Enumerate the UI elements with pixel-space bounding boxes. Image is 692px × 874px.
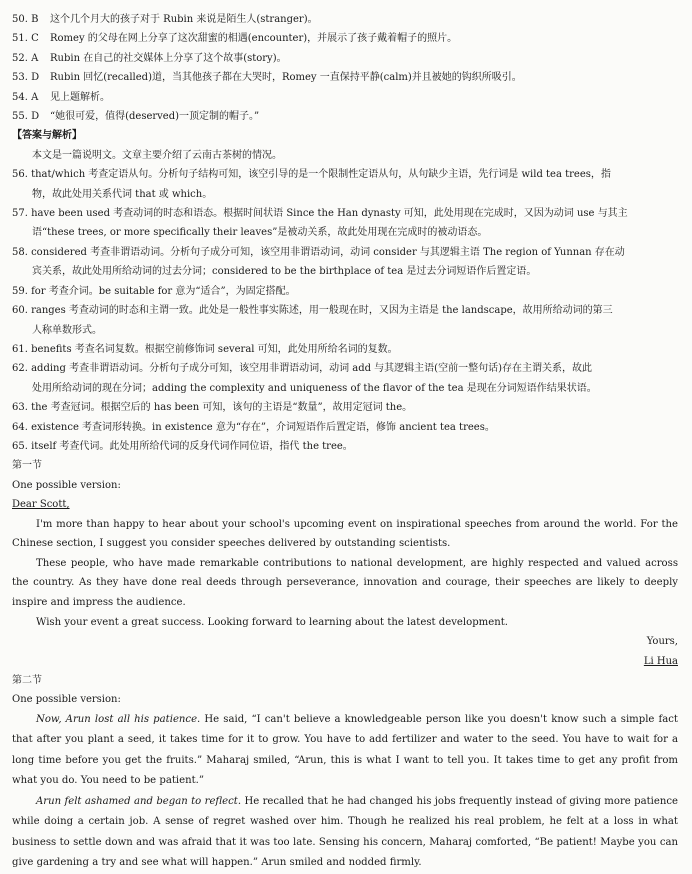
part2-version: One possible version: xyxy=(12,694,121,706)
explanation-line: 处用所给动词的现在分词；adding the complexity and uniqueness of the flavor of the tea 是现在分词短语作结果状语。 xyxy=(32,382,597,394)
essay-lead-sentence: Now, Arun lost all his patience. xyxy=(36,713,201,725)
essay-body: He said, “I can't believe a knowledgeable person like you doesn't know such a simple fact that after you plant a seed, it takes time for it to grow. You have to add fertilizer and water to the seed. You have to wait for a long time before you get the fruits.” Maharaj smiled, “Arun, this is what I want to tell you. It takes time to get any profit from what you do. You need to be patient.” xyxy=(12,713,678,787)
answer-item: 54. A 见上题解析。 xyxy=(12,91,110,103)
explanation-line: 61. benefits 考查名词复数。根据空前修饰词 several 可知，此处用所给名词的复数。 xyxy=(12,343,398,355)
explanation-line: 59. for 考查介词。be suitable for 意为“适合”，为固定搭配。 xyxy=(12,285,296,297)
answer-item: 52. A Rubin 在自己的社交媒体上分享了这个故事(story)。 xyxy=(12,52,287,64)
letter-signature: Li Hua xyxy=(643,655,678,667)
explanation-line: 60. ranges 考查动词的时态和主谓一致。此处是一般性事实陈述，用一般现在时，又因为主语是 the landscape，故用所给动词的第三 xyxy=(12,305,613,317)
essay-body: He recalled that he had changed his jobs frequently instead of giving more patience while doing a certain job. A sense of regret washed over him. Though he realized his real problem, he felt at a loss in what business to settle down and was afraid that it was too late. Sensing his concern, Maharaj comforted, “Be patient! Maybe you can give gardening a try and see what will happen.” Arun smiled and nodded firmly. xyxy=(12,795,678,869)
explanation-line: 63. the 考查冠词。根据空后的 has been 可知，该句的主语是“数量”，故用定冠词 the。 xyxy=(12,402,413,414)
letter-paragraph: Wish your event a great success. Looking forward to learning about the latest development. xyxy=(36,616,508,628)
essay-lead-sentence: Arun felt ashamed and began to reflect. xyxy=(36,795,242,807)
explanation-line: 人称单数形式。 xyxy=(32,324,102,336)
letter-paragraph: These people, who have made remarkable contributions to national development, are highly respected and valued across the country. As they have done real deeds through perseverance, innovation and courage, their speeches are likely to deeply inspire and impress the audience. xyxy=(12,557,678,608)
answer-item: 50. B 这个几个月大的孩子对于 Rubin 来说是陌生人(stranger)。 xyxy=(12,14,318,25)
answers-50-55 xyxy=(12,10,678,126)
answer-item: 55. D “她很可爱，值得(deserved)一顶定制的帽子。” xyxy=(12,111,260,123)
explanation-line: 62. adding 考查非谓语动词。分析句子成分可知，该空用非谓语动词，动词 add 与其逻辑主语(空前一整句话)存在主谓关系，故此 xyxy=(12,363,592,375)
essay-paragraph xyxy=(12,792,678,874)
answers-56-65 xyxy=(12,165,678,456)
explanation-line: 58. considered 考查非谓语动词。分析句子成分可知，该空用非谓语动词，动词 consider 与其逻辑主语 The region of Yunnan 存在动 xyxy=(12,246,625,258)
part2-title: 第二节 xyxy=(12,674,42,686)
letter-paragraph: I'm more than happy to hear about your school's upcoming event on inspirational speeches from around the world. For the Chinese section, I suggest you consider speeches delivered by outstanding scientists. xyxy=(12,518,678,550)
answer-item: 53. D Rubin 回忆(recalled)道，当其他孩子都在大哭时，Romey 一直保持平静(calm)并且被她的钩织所吸引。 xyxy=(12,72,522,84)
letter-closing: Yours, xyxy=(646,636,678,648)
explanation-line: 57. have been used 考查动词的时态和语态。根据时间状语 Since the Han dynasty 可知，此处用现在完成时，又因为动词 use 与其主 xyxy=(12,208,628,220)
part1-title: 第一节 xyxy=(12,460,42,472)
letter-salutation: Dear Scott, xyxy=(12,499,70,511)
explanation-line: 宾关系，故此处用所给动词的过去分词；considered to be the birthplace of tea 是过去分词短语作后置定语。 xyxy=(32,266,537,278)
essay-paragraph xyxy=(12,710,678,792)
intro-text: 本文是一篇说明文。文章主要介绍了云南古茶树的情况。 xyxy=(32,149,282,161)
section-header: 【答案与解析】 xyxy=(12,130,82,142)
answer-item: 51. C Romey 的父母在网上分享了这次甜蜜的相遇(encounter)，并展示了孩子戴着帽子的照片。 xyxy=(12,33,458,45)
explanation-line: 物，故此处用关系代词 that 或 which。 xyxy=(32,188,213,200)
explanation-line: 56. that/which 考查定语从句。分析句子结构可知，该空引导的是一个限制性定语从句，从句缺少主语，先行词是 wild tea trees，指 xyxy=(12,169,611,181)
part1-version: One possible version: xyxy=(12,479,121,491)
explanation-line: 64. existence 考查词形转换。in existence 意为“存在”，介词短语作后置定语，修饰 ancient tea trees。 xyxy=(12,421,495,433)
explanation-line: 65. itself 考查代词。此处用所给代词的反身代词作同位语，指代 the tree。 xyxy=(12,440,353,452)
explanation-line: 语“these trees, or more specifically their leaves”是被动关系，故此处用现在完成时的被动语态。 xyxy=(32,227,488,239)
